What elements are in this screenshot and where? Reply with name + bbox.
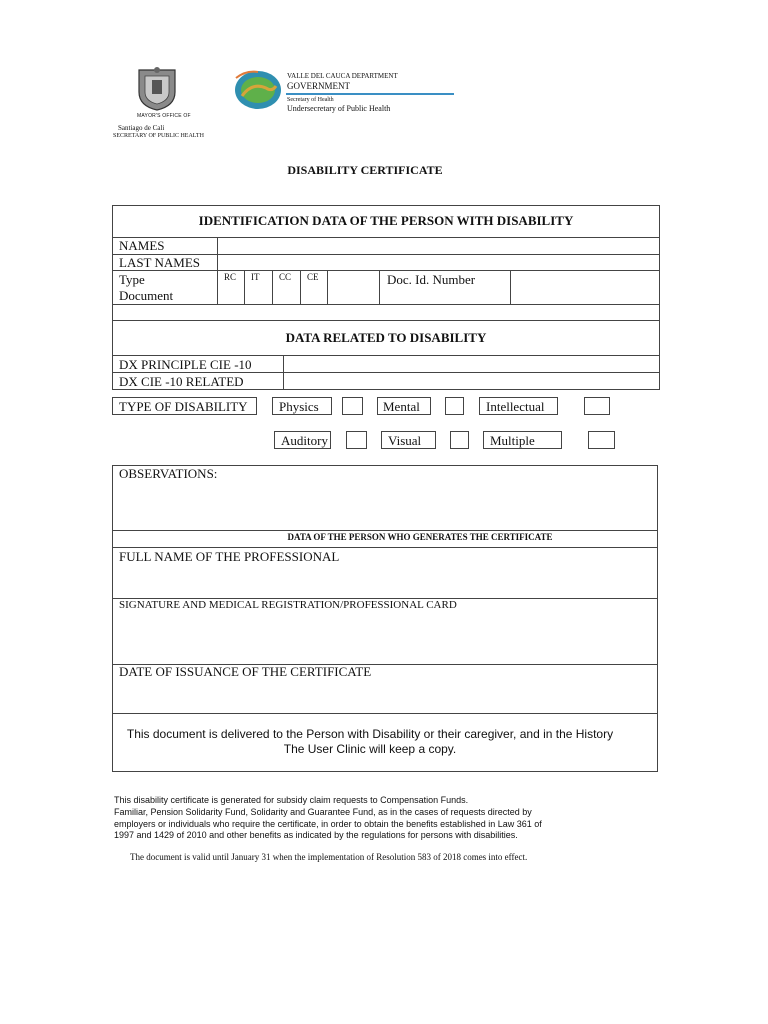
validity-note: The document is valid until January 31 when the implementation of Resolution 583 of 2018 comes into effect. bbox=[130, 852, 528, 862]
column-divider bbox=[379, 270, 380, 304]
disability-heading: DATA RELATED TO DISABILITY bbox=[285, 330, 487, 345]
footer-line-1: This disability certificate is generated for subsidy claim requests to Compensation Funds. bbox=[114, 795, 469, 805]
row-divider bbox=[112, 530, 658, 531]
option-auditory: Auditory bbox=[274, 431, 331, 449]
column-divider bbox=[300, 270, 301, 304]
footer-line-3: employers or individuals who require the certificate, in order to obtain the benefits established in Law 361 of bbox=[114, 819, 542, 829]
footer-line-2: Familiar, Pension Solidarity Fund, Solidarity and Guarantee Fund, as in the cases of requests directed by bbox=[114, 807, 532, 817]
gov-line-2: GOVERNMENT bbox=[287, 81, 350, 91]
checkbox-mental[interactable] bbox=[445, 397, 464, 415]
document-title: DISABILITY CERTIFICATE bbox=[287, 163, 443, 177]
last-names-label: LAST NAMES bbox=[119, 255, 201, 270]
type-label-2: Document bbox=[119, 288, 174, 303]
gov-line-4: Undersecretary of Public Health bbox=[287, 104, 391, 113]
date-field[interactable] bbox=[113, 681, 657, 712]
delivery-text-2: The User Clinic will keep a copy. bbox=[283, 742, 457, 756]
checkbox-auditory[interactable] bbox=[346, 431, 367, 449]
option-mental: Mental bbox=[377, 397, 431, 415]
signature-label: SIGNATURE AND MEDICAL REGISTRATION/PROFESSIONAL CARD bbox=[119, 599, 457, 611]
cali-coat-of-arms bbox=[135, 66, 179, 112]
checkbox-visual[interactable] bbox=[450, 431, 469, 449]
dx-principle-field[interactable] bbox=[284, 356, 659, 372]
dx-principle-label: DX PRINCIPLE CIE -10 bbox=[119, 357, 252, 372]
secretary-text: SECRETARY OF PUBLIC HEALTH bbox=[113, 133, 204, 139]
gov-divider bbox=[286, 93, 454, 95]
observations-label: OBSERVATIONS: bbox=[119, 466, 218, 481]
identification-heading: IDENTIFICATION DATA OF THE PERSON WITH DISABILITY bbox=[198, 213, 574, 228]
doc-type-ce[interactable]: CE bbox=[307, 272, 319, 282]
doc-type-rc[interactable]: RC bbox=[224, 272, 237, 282]
date-label: DATE OF ISSUANCE OF THE CERTIFICATE bbox=[119, 664, 372, 679]
delivery-text-1: This document is delivered to the Person with Disability or their caregiver, and in the History bbox=[126, 727, 614, 741]
checkbox-intellectual[interactable] bbox=[584, 397, 610, 415]
names-label: NAMES bbox=[119, 238, 165, 253]
gov-line-3: Secretary of Health bbox=[287, 97, 334, 103]
type-label-1: Type bbox=[119, 272, 145, 287]
column-divider bbox=[272, 270, 273, 304]
checkbox-multiple[interactable] bbox=[588, 431, 615, 449]
doc-type-cc[interactable]: CC bbox=[279, 272, 292, 282]
option-visual: Visual bbox=[381, 431, 436, 449]
dx-related-field[interactable] bbox=[284, 373, 659, 389]
footer-line-4: 1997 and 1429 of 2010 and other benefits as indicated by the regulations for persons with disabilities. bbox=[114, 830, 518, 840]
doc-id-field[interactable] bbox=[511, 271, 659, 303]
last-names-field[interactable] bbox=[218, 255, 659, 270]
column-divider bbox=[327, 270, 328, 304]
option-intellectual: Intellectual bbox=[479, 397, 558, 415]
gov-line-1: VALLE DEL CAUCA DEPARTMENT bbox=[287, 72, 398, 80]
observations-field[interactable] bbox=[113, 482, 657, 530]
full-name-label: FULL NAME OF THE PROFESSIONAL bbox=[119, 549, 340, 564]
doc-id-label: Doc. Id. Number bbox=[387, 272, 476, 287]
row-divider bbox=[112, 547, 658, 548]
checkbox-physics[interactable] bbox=[342, 397, 363, 415]
valle-logo bbox=[232, 68, 284, 112]
signature-field[interactable] bbox=[113, 614, 657, 663]
row-divider bbox=[112, 713, 658, 714]
generator-heading: DATA OF THE PERSON WHO GENERATES THE CERTIFICATE bbox=[287, 532, 553, 542]
full-name-field[interactable] bbox=[113, 566, 657, 598]
doc-type-it[interactable]: IT bbox=[251, 272, 260, 282]
row-divider bbox=[112, 304, 660, 305]
dx-related-label: DX CIE -10 RELATED bbox=[119, 374, 244, 389]
option-physics: Physics bbox=[272, 397, 332, 415]
option-multiple: Multiple bbox=[483, 431, 562, 449]
mayor-office-text: MAYOR'S OFFICE OF bbox=[137, 113, 191, 119]
names-field[interactable] bbox=[218, 238, 659, 253]
city-text: Santiago de Cali bbox=[118, 124, 165, 132]
column-divider bbox=[244, 270, 245, 304]
type-of-disability-label: TYPE OF DISABILITY bbox=[112, 397, 257, 415]
